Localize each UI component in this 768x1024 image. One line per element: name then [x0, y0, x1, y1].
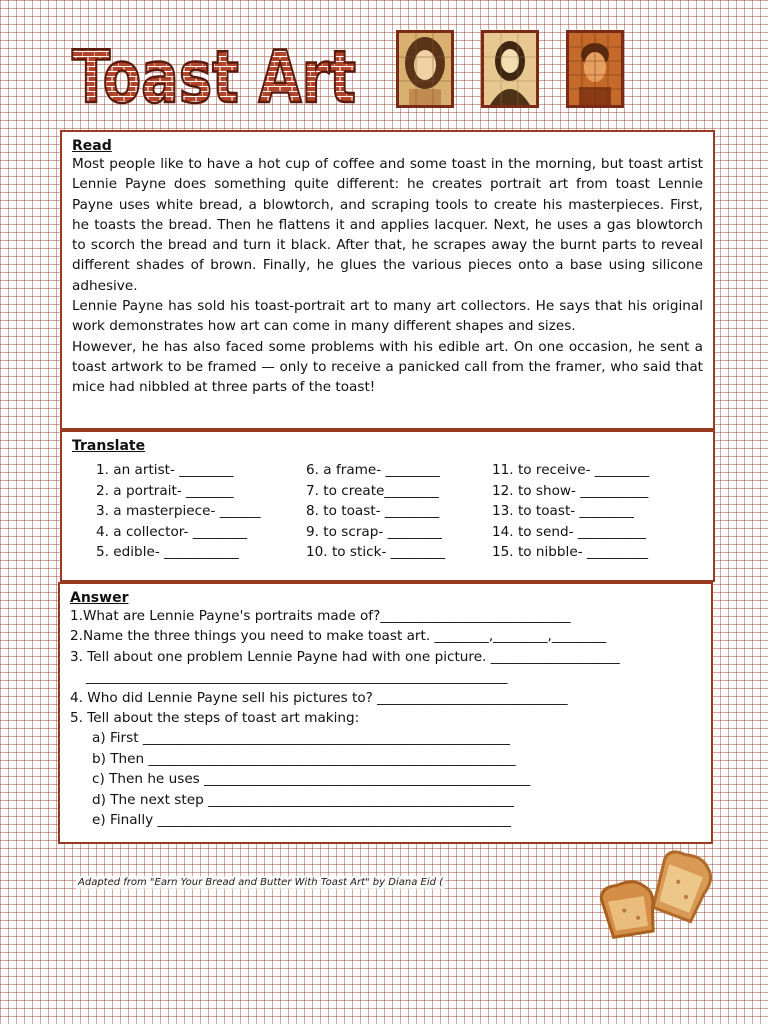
translate-heading: Translate [72, 438, 146, 454]
translate-item: 4. a collector- ________ [96, 523, 248, 540]
translate-section [60, 430, 715, 582]
translate-item: 8. to toast- ________ [306, 503, 440, 519]
translate-item: 9. to scrap- ________ [306, 523, 442, 540]
question-4: 4. Who did Lennie Payne sell his pictures to? ____________________________ [70, 689, 568, 706]
answer-section [58, 582, 713, 844]
step-next: d) The next step _____________________________________________ [92, 791, 514, 808]
translate-item: 11. to receive- ________ [492, 462, 650, 478]
translate-item: 15. to nibble- _________ [492, 544, 649, 560]
translate-item: 6. a frame- ________ [306, 462, 440, 478]
translate-item: 5. edible- ___________ [96, 544, 239, 560]
translate-column-2 [306, 460, 445, 563]
read-paragraph-2: Lennie Payne has sold his toast-portrait art to many art collectors. He says that his original work demonstrates how art can come in many different shapes and sizes. [72, 298, 703, 335]
translate-item: 3. a masterpiece- ______ [96, 503, 261, 519]
source-credit: Adapted from "Earn Your Bread and Butter With Toast Art" by Diana Eid ( [78, 877, 444, 888]
step-then-he-uses: c) Then he uses ________________________________________________ [92, 771, 531, 788]
question-3: 3. Tell about one problem Lennie Payne had with one picture. ___________________ [70, 648, 620, 665]
step-then: b) Then ______________________________________________________ [92, 750, 516, 767]
translate-item: 1. an artist- ________ [96, 462, 234, 478]
read-section [60, 130, 715, 430]
translate-item: 2. a portrait- _______ [96, 482, 234, 499]
translate-column-1 [96, 460, 261, 563]
question-5: 5. Tell about the steps of toast art making: [70, 710, 360, 727]
translate-item: 10. to stick- ________ [306, 544, 446, 560]
mona-lisa-toast-image [481, 30, 539, 108]
question-3-answer-line: ______________________________________________________________ [86, 669, 508, 686]
translate-item: 7. to create________ [306, 482, 439, 499]
question-2: 2.Name the three things you need to make toast art. ________,________,________ [70, 628, 607, 645]
answer-heading: Answer [70, 590, 129, 606]
read-heading: Read [72, 138, 112, 154]
toast-slices-image [596, 848, 724, 940]
translate-item: 13. to toast- ________ [492, 503, 634, 519]
portrait-woman-toast-image [396, 30, 454, 108]
question-1: 1.What are Lennie Payne's portraits made of?____________________________ [70, 608, 571, 624]
step-finally: e) Finally ____________________________________________________ [92, 812, 511, 829]
title-text: Toast Art [72, 35, 356, 119]
translate-item: 12. to show- __________ [492, 482, 649, 499]
translate-item: 14. to send- __________ [492, 523, 646, 540]
read-paragraph-1: Most people like to have a hot cup of coffee and some toast in the morning, but toast artist Lennie Payne does something quite different: he creates portrait art from toast Lennie Payne uses white bread, a blowtorch, and scraping tools to create his masterpieces. First, he toasts the bread. Then he flattens it and applies lacquer. Next, he uses a gas blowtorch to scorch the bread and turn it black. After that, he scrapes away the burnt parts to reveal different shades of brown. Finally, he glues the various pieces onto a base using silicone adhesive. [72, 156, 703, 294]
step-first: a) First ______________________________________________________ [92, 730, 510, 747]
portrait-man-toast-image [566, 30, 624, 108]
read-paragraph-3: However, he has also faced some problems with his edible art. On one occasion, he sent a toast artwork to be framed — only to receive a panicked call from the framer, who said that mice had nibbled at three parts of the toast! [72, 338, 703, 396]
translate-column-3 [492, 460, 649, 563]
page-title [70, 35, 360, 119]
